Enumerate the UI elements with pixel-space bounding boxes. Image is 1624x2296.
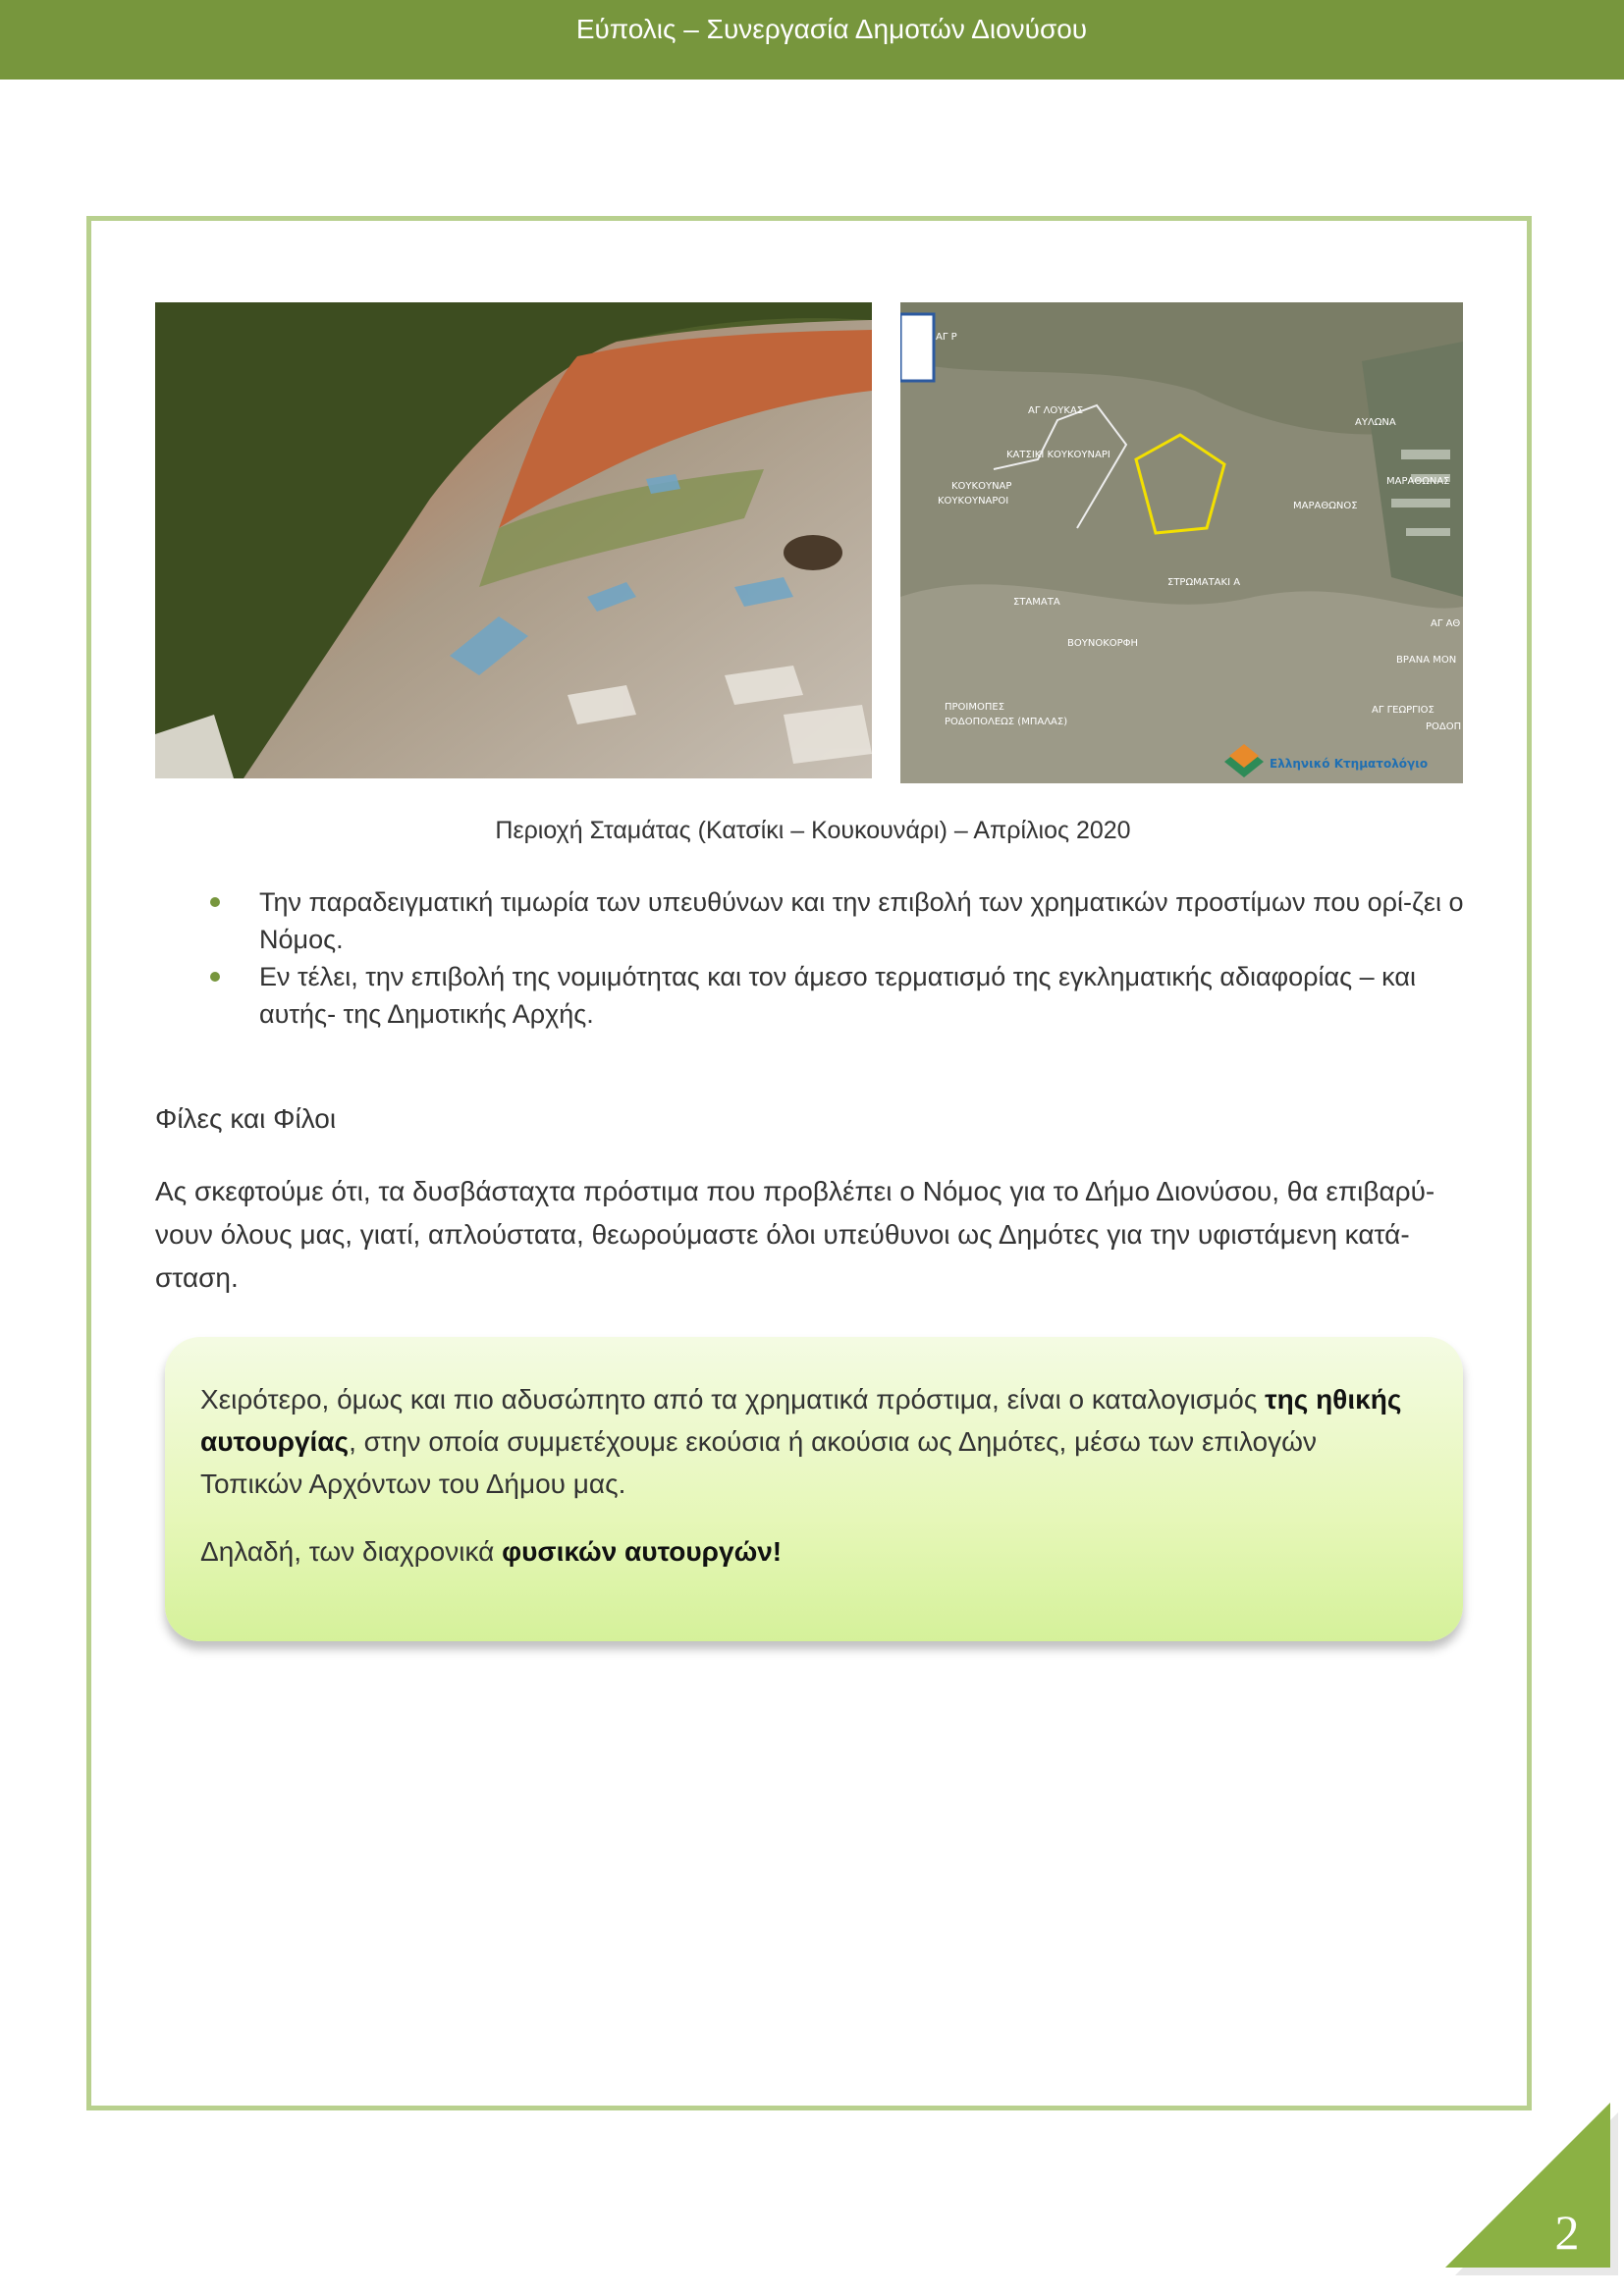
map-label: ΚΟΥΚΟΥΝΑΡΟΙ	[938, 496, 1009, 507]
map-label: ΑΥΛΩΝΑ	[1355, 417, 1396, 428]
callout-box	[165, 1337, 1463, 1641]
bullet-list	[206, 883, 1483, 1033]
figure-caption: Περιοχή Σταμάτας (Κατσίκι – Κουκουνάρι) – Απρίλιος 2020	[495, 817, 1131, 844]
map-label: ΠΡΟΙΜΟΠΕΣ	[945, 702, 1005, 713]
map-label: ΑΓ ΛΟΥΚΑΣ	[1028, 405, 1084, 416]
landfill-photo	[155, 302, 872, 778]
page-number: 2	[1554, 2205, 1580, 2260]
satellite-map	[900, 302, 1463, 783]
map-label: ΚΟΥΚΟΥΝΑΡ	[951, 481, 1012, 492]
list-item	[206, 958, 1483, 1033]
callout-bold-text: της ηθικής αυτουργίας	[200, 1384, 1402, 1457]
callout-paragraph	[200, 1378, 1424, 1505]
map-logo-text: Ελληνικό Κτηματολόγιο	[1270, 757, 1429, 771]
map-label: ΡΟΔΟΠΟΛΕΩΣ (ΜΠΑΛΑΣ)	[945, 717, 1068, 727]
map-label: ΣΤΡΩΜΑΤΑΚΙ Α	[1167, 577, 1241, 588]
callout-bold-text: φυσικών αυτουργών!	[502, 1536, 783, 1567]
list-item-text: Εν τέλει, την επιβολή της νομιμότητας και τον άμεσο τερματισμό της εγκληματικής αδιαφορίας – και αυτής- της Δημοτικής Αρχής.	[259, 962, 1416, 1029]
map-label: ΜΑΡΑΘΩΝΟΣ	[1293, 501, 1358, 511]
header-bar	[0, 0, 1624, 80]
map-label: ΣΤΑΜΑΤΑ	[1013, 597, 1060, 608]
map-label: ΚΑΤΣΙΚΙ ΚΟΥΚΟΥΝΑΡΙ	[1006, 450, 1110, 460]
bullet-icon	[210, 972, 220, 982]
map-label: ΜΑΡΑΘΩΝΑΣ	[1386, 476, 1450, 487]
callout-text: Χειρότερο, όμως και πιο αδυσώπητο από τα χρηματικά πρόστιμα, είναι ο καταλογισμός	[200, 1384, 1266, 1415]
callout-text: Δηλαδή, των διαχρονικά	[200, 1536, 503, 1567]
map-label: ΑΓ ΑΘ	[1431, 618, 1461, 629]
greeting: Φίλες και Φίλοι	[155, 1103, 337, 1134]
map-label: ΒΡΑΝΑ ΜΟΝ	[1396, 655, 1457, 666]
header-title: Εύπολις – Συνεργασία Δημοτών Διονύσου	[575, 14, 1088, 44]
body-paragraph: Ας σκεφτούμε ότι, τα δυσβάσταχτα πρόστιμα που προβλέπει ο Νόμος για το Δήμο Διονύσου, θα επιβαρύ-νουν όλους μας, γιατί, απλούστατα, θεωρούμαστε όλοι υπεύθυνοι ως Δημότες για την υφιστάμενη κατά-σταση.	[155, 1176, 1435, 1293]
bullet-icon	[210, 897, 220, 907]
callout-text: , στην οποία συμμετέχουμε εκούσια ή ακούσια ως Δημότες, μέσω των επιλογών Τοπικών Αρχόντων του Δήμου μας.	[200, 1426, 1317, 1499]
map-label: ΑΓ Ρ	[936, 332, 957, 343]
callout-paragraph	[200, 1530, 1424, 1573]
page-corner-icon	[1445, 2103, 1622, 2279]
map-label: ΑΓ ΓΕΩΡΓΙΟΣ	[1372, 705, 1435, 716]
list-item	[206, 883, 1483, 958]
list-item-text: Την παραδειγματική τιμωρία των υπευθύνων και την επιβολή των χρηματικών προστίμων που ορί-ζει ο Νόμος.	[259, 887, 1464, 954]
map-label: ΒΟΥΝΟΚΟΡΦΗ	[1067, 638, 1139, 649]
map-label: ΡΟΔΟΠ	[1426, 721, 1462, 732]
